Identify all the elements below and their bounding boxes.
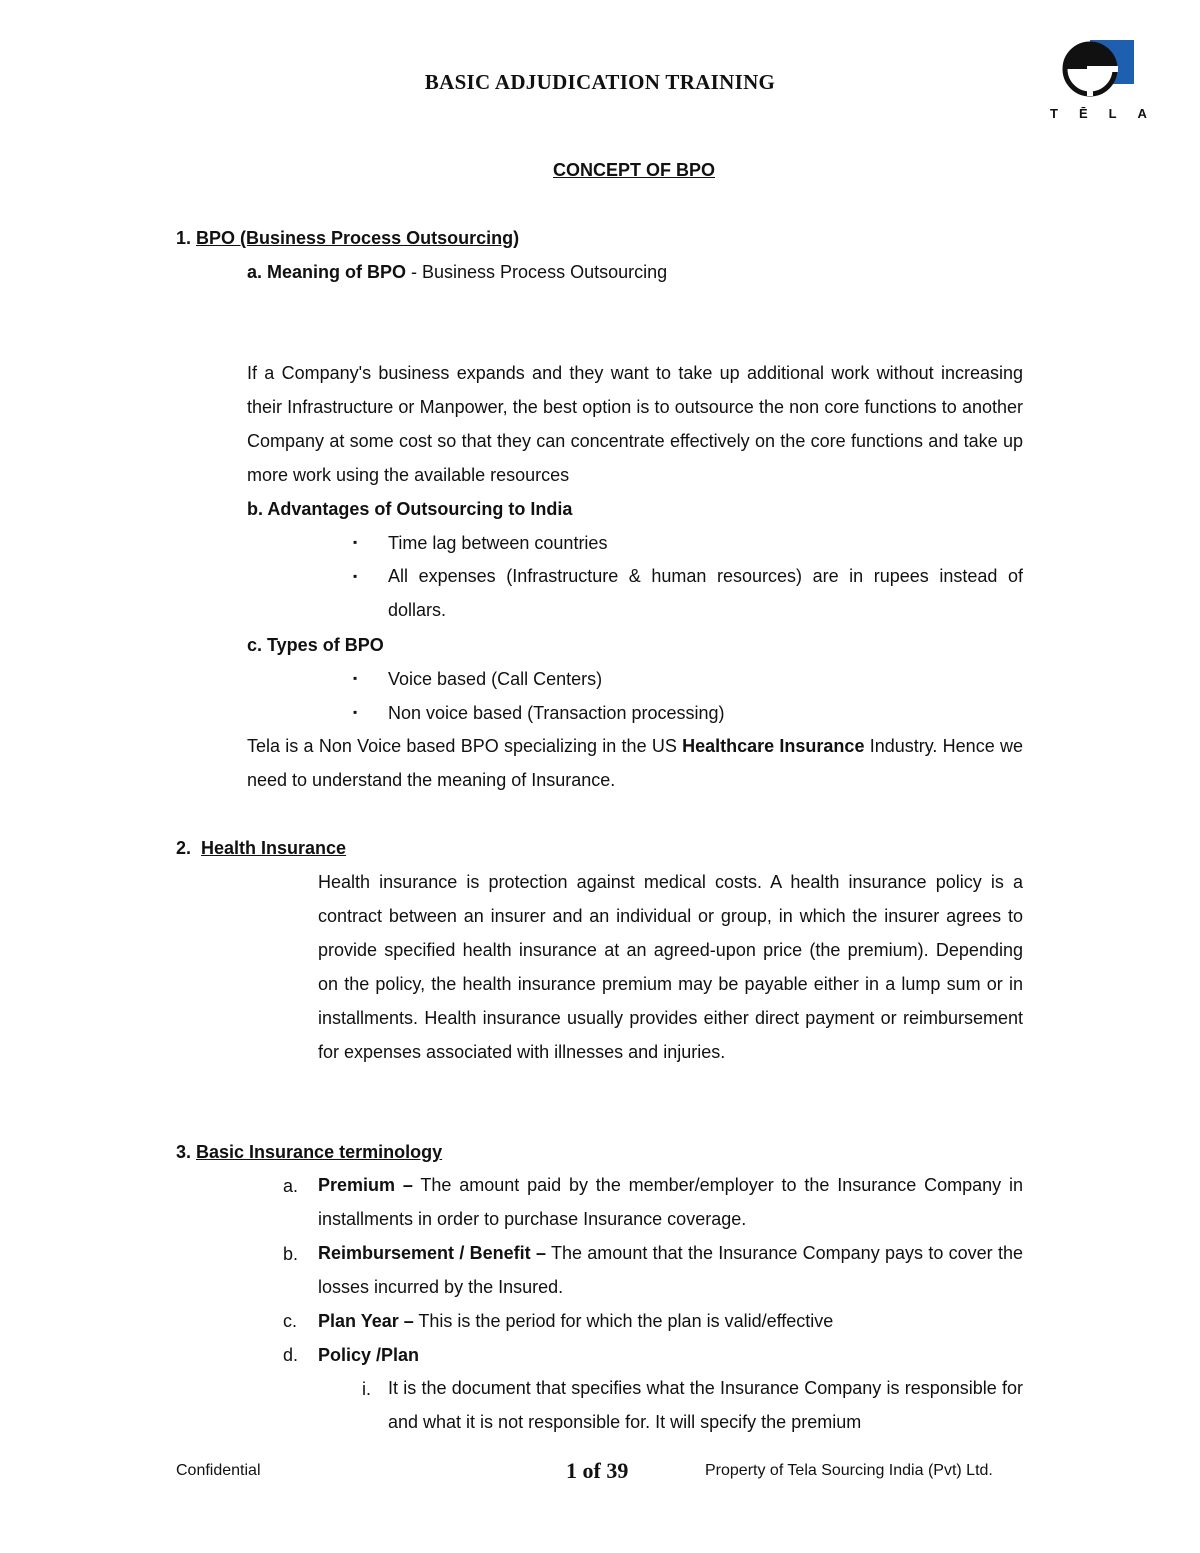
meaning-of-bpo-line — [247, 261, 667, 283]
meaning-of-bpo-text: - Business Process Outsourcing — [406, 262, 668, 282]
tela-text-post: Industry. Hence we need to understand the meaning of Insurance. — [247, 736, 1023, 790]
policy-sub-item: It is the document that specifies what the Insurance Company is responsible for and what it is not responsible for. It will specify the premium — [388, 1378, 1023, 1432]
advantage-item-2: All expenses (Infrastructure & human resources) are in rupees instead of dollars. — [388, 566, 1023, 620]
section-2-heading — [176, 837, 346, 859]
footer-confidential: Confidential — [176, 1462, 261, 1479]
bpo-paragraph: If a Company's business expands and they want to take up additional work without increasing their Infrastructure or Manpower, the best option is to outsource the non core functions to another Company at some cost so that they can concentrate effectively on the core functions and take up more work using the available resources — [247, 363, 1023, 485]
footer-property: Property of Tela Sourcing India (Pvt) Ltd. — [705, 1462, 993, 1479]
section-2-title: Health Insurance — [201, 838, 347, 858]
section-3-heading — [176, 1141, 442, 1163]
section-1-title: BPO (Business Process Outsourcing) — [196, 228, 520, 248]
term-premium-label: Premium – — [318, 1175, 413, 1195]
logo-text: TĒLA — [1050, 106, 1168, 121]
header-title: BASIC ADJUDICATION TRAINING — [424, 70, 776, 94]
sub-item-letter: i. — [362, 1379, 371, 1399]
bullet-icon: ▪ — [353, 569, 358, 583]
section-2-number: 2. — [176, 838, 192, 858]
term-premium — [318, 1168, 1023, 1236]
types-heading: c. Types of BPO — [247, 635, 384, 655]
logo-dark-quadrant — [1065, 44, 1090, 69]
term-plan-year-text: This is the period for which the plan is valid/effective — [413, 1311, 834, 1331]
section-3-number: 3. — [176, 1142, 197, 1162]
health-insurance-paragraph: Health insurance is protection against medical costs. A health insurance policy is a contract between an insurer and an individual or group, in which the insurer agrees to provide specified health insurance at an agreed-upon price (the premium). Depending on the policy, the health insurance premium may be payable either in a lump sum or in installments. Health insurance usually provides either direct payment or reimbursement for expenses associated with illnesses and injuries. — [318, 872, 1023, 1062]
term-letter-c: c. — [283, 1311, 298, 1331]
term-letter-d: d. — [283, 1345, 299, 1365]
bullet-icon: ▪ — [353, 705, 358, 719]
document-title: CONCEPT OF BPO — [552, 160, 715, 180]
advantages-heading: b. Advantages of Outsourcing to India — [247, 499, 573, 519]
bullet-icon: ▪ — [353, 535, 358, 549]
term-plan-year-label: Plan Year – — [318, 1311, 414, 1331]
type-item-1: Voice based (Call Centers) — [388, 669, 603, 689]
section-1-heading — [176, 227, 519, 249]
term-reimbursement-text: The amount that the Insurance Company pays to cover the losses incurred by the Insured. — [318, 1243, 1023, 1297]
tela-paragraph — [247, 729, 1023, 797]
term-letter-b: b. — [283, 1244, 299, 1264]
term-letter-a: a. — [283, 1176, 299, 1196]
meaning-of-bpo-label: a. Meaning of BPO — [247, 262, 407, 282]
advantage-item-1: Time lag between countries — [388, 533, 608, 553]
logo-white-bar-v — [1087, 66, 1093, 96]
section-1-number: 1. — [176, 228, 197, 248]
term-plan-year — [318, 1310, 833, 1332]
term-reimbursement-label: Reimbursement / Benefit – — [318, 1243, 546, 1263]
term-premium-text: The amount paid by the member/employer to the Insurance Company in installments in order to purchase Insurance coverage. — [318, 1175, 1023, 1229]
type-item-2: Non voice based (Transaction processing) — [388, 703, 725, 723]
term-reimbursement — [318, 1236, 1023, 1304]
bullet-icon: ▪ — [353, 671, 358, 685]
tela-text-bold: Healthcare Insurance — [682, 736, 865, 756]
footer-page-number: 1 of 39 — [566, 1458, 629, 1483]
term-policy-plan-label: Policy /Plan — [318, 1345, 420, 1365]
section-3-title: Basic Insurance terminology — [196, 1142, 443, 1162]
tela-text-pre: Tela is a Non Voice based BPO specializing in the US — [247, 736, 683, 756]
